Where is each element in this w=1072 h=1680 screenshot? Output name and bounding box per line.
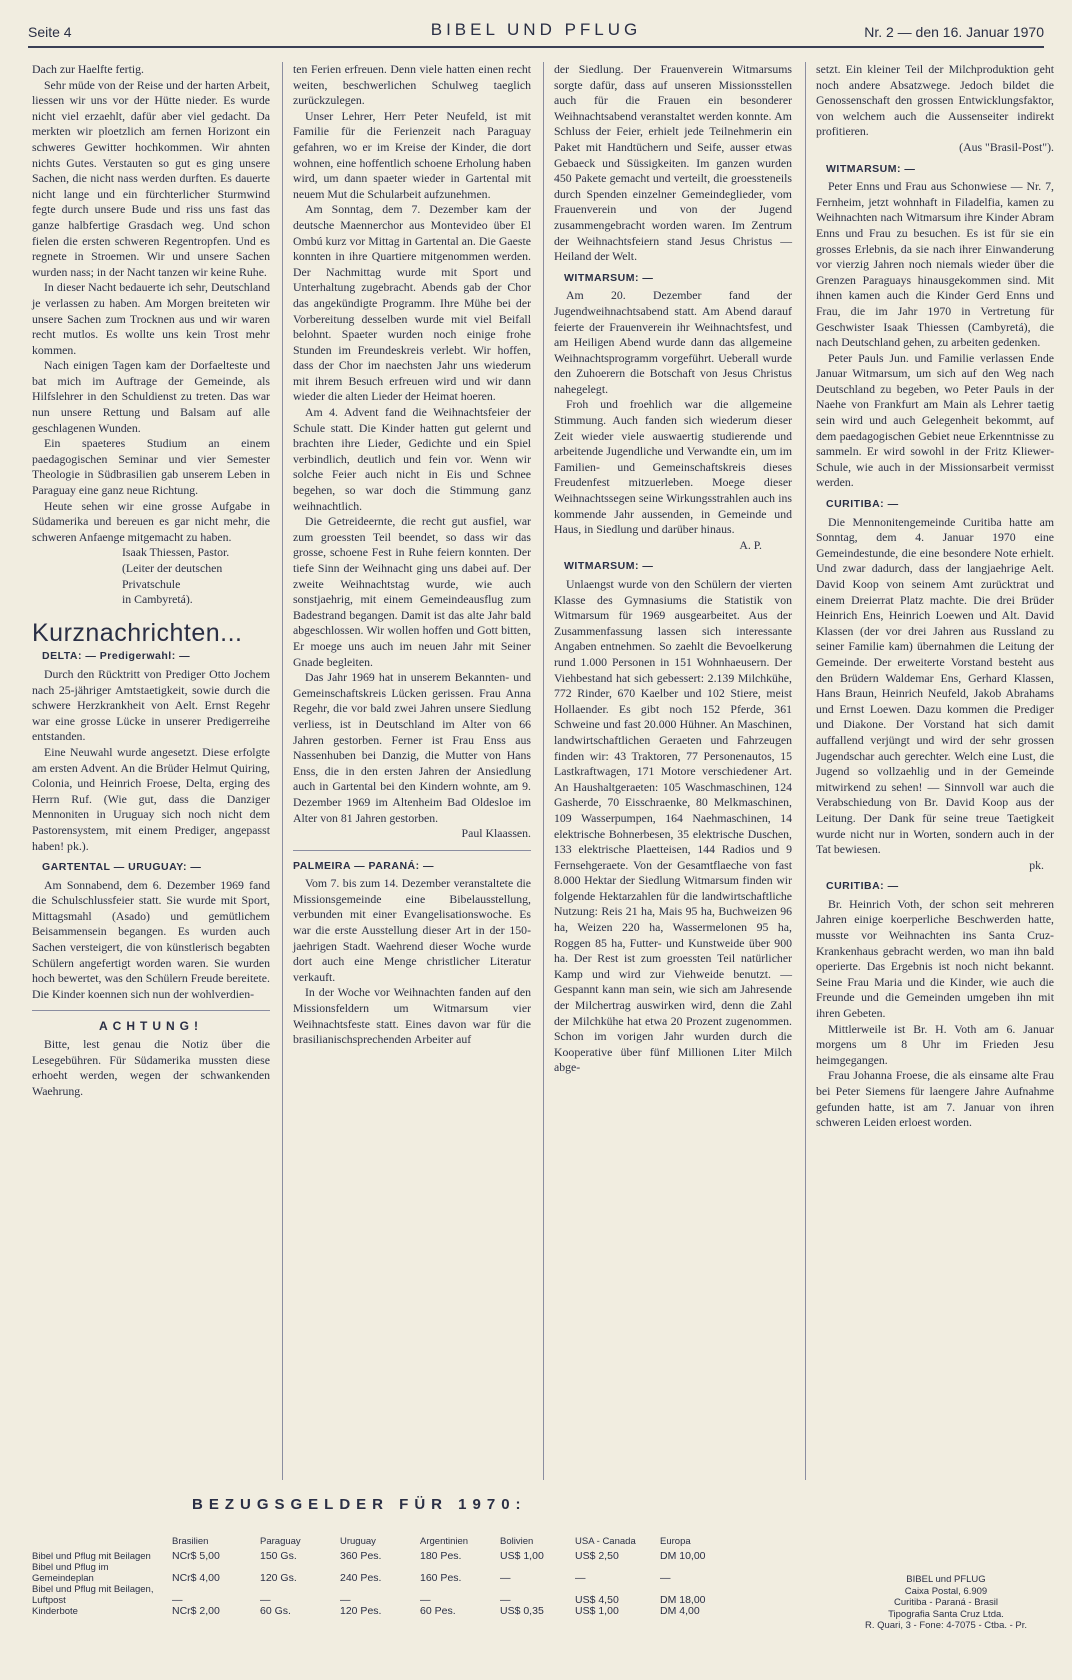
newspaper-title: BIBEL UND PFLUG: [430, 20, 642, 39]
table-row: [32, 1551, 740, 1562]
signature-line: (Leiter der deutschen Privatschule: [122, 561, 223, 591]
paragraph: Bitte, lest genau die Notiz über die Lesegebühren. Für Südamerika mussten diese erhoeht werden, wegen der schwankenden Waehrung.: [32, 1037, 270, 1098]
column-header: USA - Canada: [575, 1536, 636, 1547]
table-cell: 240 Pes.: [340, 1572, 382, 1584]
divider: [293, 850, 531, 851]
subheading-curitiba: CURITIBA: —: [826, 498, 899, 511]
table-cell: —: [660, 1572, 671, 1584]
subheading-witmarsum: WITMARSUM: —: [564, 560, 654, 573]
table-cell: 120 Pes.: [340, 1605, 382, 1617]
table-cell: DM 18,00: [660, 1594, 706, 1606]
row-label: Bibel und Pflug mit Beilagen, Luftpost: [32, 1584, 154, 1606]
table-cell: 60 Gs.: [260, 1605, 291, 1617]
source-line: (Aus "Brasil-Post").: [959, 139, 1054, 154]
publisher-address: [846, 1574, 1046, 1632]
paragraph: Frau Johanna Froese, die als einsame alte Frau bei Peter Siemens für laengere Jahre Aufnahme gefunden hatte, ist am 7. Januar von ihren schweren Leiden erloest worden.: [816, 1068, 1054, 1130]
table-row: [32, 1562, 740, 1584]
paragraph: Dach zur Haelfte fertig.: [32, 62, 145, 76]
paragraph: ten Ferien erfreuen. Denn viele hatten einen recht weiten, beschwerlichen Schulweg taeglich zurückzulegen.: [293, 62, 531, 108]
subheading-palmeira: PALMEIRA — PARANÁ: —: [293, 859, 435, 872]
address-line: Caixa Postal, 6.909: [904, 1585, 988, 1597]
table-cell: NCr$ 2,00: [172, 1605, 220, 1617]
row-label: Bibel und Pflug mit Beilagen: [32, 1551, 151, 1562]
column-1: [32, 62, 270, 1099]
signature-line: in Cambyretá).: [122, 592, 193, 607]
paragraph: Durch den Rücktritt von Prediger Otto Jochem nach 25-jähriger Amtstaetigkeit, sowie durch die schwere Herzkrankheit von Aelt. Ernst Regehr war eine grosse Lücke in unserer Predigerreihe entstanden.: [32, 666, 270, 744]
fees-table: [32, 1536, 740, 1617]
column-header: Argentinien: [420, 1536, 469, 1547]
header-rule: [28, 46, 1044, 48]
paragraph: der Siedlung. Der Frauenverein Witmarsums sorgte dafür, dass auf unseren Missionsstellen auch für die Frauen ein besonderer Weihnachtsabend veranstaltet werden konnte. Am Schluss der Feier, erhielt jede Teilnehmerin ein Paket mit Handtüchern und Seife, ausser etwas Gebaeck und Süssigkeiten. Im ganzen wurden 450 Pakete gemacht und verteilt, die groessteneils durch Spenden einzelner Gemeindeglieder, vom Frauenverein und von der Jugend zusammengebracht worden waren. Im Zentrum der Weihnachtsfeiern stand Jesus Christus — Heiland der Welt.: [554, 62, 792, 264]
column-header: Paraguay: [260, 1536, 301, 1547]
column-divider: [543, 62, 544, 1480]
paragraph: setzt. Ein kleiner Teil der Milchproduktion geht noch andere Absatzwege. Jedoch bildet die Genossenschaft den grossen Entwicklungsfaktor, von welchem auch die Aussenseiter indirekt profitieren.: [816, 62, 1054, 139]
paragraph: Peter Enns und Frau aus Schonwiese — Nr. 7, Fernheim, jetzt wohnhaft in Filadelfia, kamen zu Weihnachten nach Witmarsum ihre Kinder Abram Enns und Frau zu besuchen. Es ist für sie ein grosses Erlebnis, da sie nach ihrer Einwanderung vor vierzig Jahren noch niemals wieder über die Grenzen Paraguays hinausgekommen sind. Mit ihnen kamen auch die Kinder Gerd Enns und Frau, die im Jahr 1970 in Vertretung für Geschwister Isaak Thiessen (Cambyretá), die nach Deutschland gehen, zu arbeiten gedenken.: [816, 179, 1054, 350]
table-cell: NCr$ 5,00: [172, 1550, 220, 1562]
table-cell: 360 Pes.: [340, 1550, 382, 1562]
table-cell: NCr$ 4,00: [172, 1572, 220, 1584]
table-cell: DM 4,00: [660, 1605, 700, 1617]
table-cell: —: [172, 1594, 183, 1606]
paragraph: Die Mennonitengemeinde Curitiba hatte am Sonntag, dem 4. Januar 1970 eine Gemeindestunde, die eine besondere Note erhielt. Und zwar dadurch, dass der langjaehrige Aelt. David Koop von seinem Amt zurücktrat und einem Dreierrat Platz machte. Die drei Brüder Heinrich Ens, Heinrich Loewen und Alt. David Klassen (der vor drei Jahren aus Russland zu seiner Familie kam) übernahmen die Leitung der Gemeinde. Der erweiterte Vorstand besteht aus den Brüdern Waldemar Ens, Gerhard Klassen, Hans Braun, Heinrich Neufeld, Jakob Abrahams und Ernst Loewen. Dazu kommen die Prediger und Diakone. Der Vorstand hat sich damit auffallend verjüngt und wird der sehr grossen Jugendschar auch gerechter. Welch eine Lust, die Jugend so vollzaehlig und in der Gemeinde mitwirkend zu sehen! — Sinnvoll war auch die Verabschiedung von Br. David Koop aus der Leitung. Der Dank für seine treue Taetigkeit wurde nicht nur in Worten, sondern auch in der Tat bewiesen.: [816, 514, 1054, 857]
paragraph: Am Sonntag, dem 7. Dezember kam der deutsche Maennerchor aus Montevideo über El Ombú kurz vor Mittag in Gartental an. Die Gaeste konnten in ihre Quartiere mitgenommen werden. Der Nachmittag wurde mit Sport und Unterhaltung zugebracht. Abends gab der Chor das angekündigte Programm. Ihre Mühe bei der Vorbereitung desselben wurde mit viel Beifall belohnt. Spaeter wurden noch einige frohe Stunden im Freundeskreis verlebt. Wir hoffen, dass der Chor im naechsten Jahr uns wiederum mit ihrem Besuch erfreuen wird und wir dann wieder die alten Lieder der Heimat hoeren.: [293, 202, 531, 404]
paragraph: Am Sonnabend, dem 6. Dezember 1969 fand die Schulschlussfeier statt. Sie wurde mit Sport, Mittagsmahl (Asado) und gemütlichem Beisammensein begangen. Es wurden auch Sachen versteigert, die von künstlerisch begabten Schülern angefertigt worden waren. Sie wurden hoch bewertet, was den Schülern Freude bereitete. Die Kinder koennen sich nun der wohlverdien-: [32, 877, 270, 1001]
address-line: R. Quari, 3 - Fone: 4-7075 - Ctba. - Pr.: [864, 1620, 1028, 1631]
paragraph: Am 20. Dezember fand der Jugendweihnachtsabend statt. Am Abend darauf feierte der Frauenverein ihr Weihnachtsfest, und am Heiligen Abend wurde dann das allgemeine Weihnachtsprogramm vorgeführt. Ueberall wurde den Zuhoerern die Botschaft von Jesus Christus nahegelegt.: [554, 288, 792, 396]
paragraph: Froh und froehlich war die allgemeine Stimmung. Auch fanden sich wiederum dieser Zeit wieder viele auswaertig studierende und arbeitende Jugendliche und Verwandte ein, um im Familien- und Gemeinschaftskreis dieses Freudenfest mitzuerleben. Moege dieser Weihnachtssegen seine Wirkungsstrahlen auch ins kommende Jahr aussenden, in Gemeinde und Haus, in Siedlung und darüber hinaus.: [554, 397, 792, 537]
paragraph: Ein spaeteres Studium an einem paedagogischen Seminar und vier Semester Theologie in Südbrasilien gab unserem Leben in Paraguay eine ganz neue Richtung.: [32, 436, 270, 498]
table-cell: 60 Pes.: [420, 1605, 456, 1617]
address-line: Curitiba - Paraná - Brasil: [893, 1597, 998, 1608]
divider: [32, 1010, 270, 1011]
table-cell: —: [500, 1594, 511, 1606]
paragraph: Heute sehen wir eine grosse Aufgabe in Südamerika und bereuen es gar nicht mehr, die schweren Anfaenge mitgemacht zu haben.: [32, 498, 270, 544]
signature-line: Isaak Thiessen, Pastor.: [122, 545, 230, 560]
table-cell: —: [500, 1572, 511, 1584]
address-line: Tipografia Santa Cruz Ltda.: [888, 1608, 1004, 1620]
paragraph: Eine Neuwahl wurde angesetzt. Diese erfolgte am ersten Advent. An die Brüder Helmut Quiring, Colonia, und Heinrich Froese, Delta, erging des Herrn Ruf. (Wie gut, dass die Danziger Mennoniten in Uruguay sich noch nicht dem Pastorensystem, mit einem Prediger, angepasst haben! pk.).: [32, 744, 270, 853]
signature-line: A. P.: [739, 537, 762, 552]
paragraph: Unser Lehrer, Herr Peter Neufeld, ist mit Familie für die Ferienzeit nach Paraguay gefahren, wo er im Kreise der Kinder, die dort wohnen, eine hoffentlich schoene Erholung haben wird, um dann spaeter wieder in Gartental mit neuem Mut die Schularbeit aufzunehmen.: [293, 108, 531, 201]
table-cell: —: [575, 1572, 586, 1584]
table-cell: 120 Gs.: [260, 1572, 297, 1584]
issue-date: Nr. 2 — den 16. Januar 1970: [864, 24, 1044, 40]
table-cell: —: [340, 1594, 351, 1606]
paragraph: Das Jahr 1969 hat in unserem Bekannten- und Gemeinschaftskreis Lücken gerissen. Frau Anna Regehr, die vor bald zwei Jahren unsere Siedlung verliess, ist in Deutschland im Alter von 66 Jahren gestorben. Ferner ist Frau Enss aus Nassenhuben bei Danzig, die Mutter von Hans Enss, die in den ersten Jahren der Ansiedlung auch in Gartental bei den Kindern wohnte, am 9. Dezember 1969 im Altenheim Bad Oldesloe im Alter von 81 Jahren gestorben.: [293, 670, 531, 825]
table-row: [32, 1606, 740, 1617]
table-cell: 160 Pes.: [420, 1572, 462, 1584]
page-header: [28, 18, 1044, 46]
section-heading: Kurznachrichten...: [32, 618, 243, 647]
table-cell: US$ 1,00: [575, 1605, 619, 1617]
table-cell: 180 Pes.: [420, 1550, 462, 1562]
subheading-witmarsum: WITMARSUM: —: [564, 271, 654, 284]
column-divider: [805, 62, 806, 1480]
table-cell: DM 10,00: [660, 1550, 706, 1562]
paragraph: In der Woche vor Weihnachten fanden auf den Missionsfeldern um Witmarsum vier Weihnachtsfeste statt. Eines davon war für die brasilianischsprechenden Arbeiter auf: [293, 985, 531, 1047]
notice-heading: ACHTUNG!: [99, 1019, 203, 1034]
fees-title: BEZUGSGELDER FÜR 1970:: [192, 1496, 527, 1513]
paragraph: Unlaengst wurde von den Schülern der vierten Klasse des Gymnasiums die Statistik von Witmarsum für 1969 ausgearbeitet. Aus der Zusammenfassung lassen sich interessante Angaben entnehmen. So zaehlt die Bevoelkerung rund 1.000 Personen in 151 Wohnhaeusern. Der Viehbestand hat sich gebessert: 2.139 Milchkühe, 772 Rinder, 670 Kaelber und 102 Stiere, meist Hollaender. Es gibt noch 152 Pferde, 361 Schweine und fast 20.000 Hühner. An Maschinen, landwirtschaftlichen Geraeten und Fahrzeugen finden wir: 43 Traktoren, 77 Personenautos, 15 Lastkraftwagen, 171 Motore verschiedener Art. An Haushaltgeraeten: 105 Waschmaschinen, 124 Gasherde, 70 Eisschraenke, 80 Melkmaschinen, 109 Wasserpumpen, 164 Naehmaschinen, 14 elektrische Bohnerbesen, 35 elektrische Duschen, 133 elektrische Plaetteisen, 144 Radios und 9 Fernsehgeraete. Von der Gesamtflaeche von fast 8.000 Hektar der Siedlung Witmarsum finden wir folgende Hektarzahlen für die landwirtschaftliche Nutzung: Reis 21 ha, Mais 95 ha, Buchweizen 96 ha, Weizen 220 ha, Wassermelonen 95 ha, Roggen 85 ha, Futter- und Kunstweide über 900 ha. Der Rest ist zum groessten Teil natürlicher Kamp und wird zur Viehweide benutzt. — Gespannt kann man sein, wie sich am Jahresende der Milchertrag auswirken wird, denn die Zahl der Milchkühe hat etwa 20 Prozent zugenommen. Schon im vorigen Jahr wurden durch die Kooperative über fünf Millionen Liter Milch abge-: [554, 577, 792, 1075]
table-cell: 150 Gs.: [260, 1550, 297, 1562]
subheading-witmarsum: WITMARSUM: —: [826, 162, 916, 175]
paragraph: Am 4. Advent fand die Weihnachtsfeier der Schule statt. Die Kinder hatten gut gelernt und brachten ihre Lieder, Gedichte und ein Spiel verbindlich, deutlich und fein vor. Wenn wir solche Feier auch nicht in Eis und Schnee begehen, so war doch die Stimmung ganz weihnachtlich.: [293, 405, 531, 513]
paragraph: Sehr müde von der Reise und der harten Arbeit, liessen wir uns vor der Hütte nieder. Es wurde nicht viel erzaehlt, dafür aber viel gedacht. Da merkten wir ploetzlich am fernen Horizont ein schweres Gewitter hochkommen. Wir ahnten nichts Gutes. Verstauten so gut es ging unsere Sachen, die nicht nass werden durften. Es dauerte nicht lange und ein fürchterlicher Sturmwind fegte durch unsere Bude und riss uns fast das ganze halbfertige Grasdach weg. Und schon fielen die ersten schweren Regentropfen. Und es regnete in Stroemen. Wir und unsere Sachen wurden nass; in der Nacht tanzen wir keine Ruhe.: [32, 77, 270, 279]
table-row: [32, 1584, 740, 1606]
paragraph: Vom 7. bis zum 14. Dezember veranstaltete die Missionsgemeinde eine Bibelausstellung, verbunden mit einer Evangelisationswoche. Es war die erste Ausstellung dieser Art in der 150-jaehrigen Stadt. Waehrend dieser Woche wurde dort auch eine Menge christlicher Literatur verkauft.: [293, 876, 531, 984]
column-header: Europa: [660, 1536, 691, 1547]
column-4: [816, 62, 1054, 1131]
subheading-gartental: GARTENTAL — URUGUAY: —: [42, 861, 202, 874]
table-cell: —: [420, 1594, 431, 1606]
column-3: [554, 62, 792, 1076]
column-header: Uruguay: [340, 1536, 376, 1547]
paragraph: Die Getreideernte, die recht gut ausfiel, war zum groessten Teil beendet, so dass wir das grosse, schoene Fest in Ruhe feiern konnten. Der tiefe Sinn der Weihnacht ging uns dabei auf. Der zweite Weihnachtstag wurde, wie auch sonstjaehrig, mit einem Gemeindeausflug zum Badestrand begangen. Damit ist das alte Jahr bald abgeschlossen. Wir wollen hoffen und Gott bitten, Er moege uns auch im neuen Jahr mit Seiner Gnade begleiten.: [293, 514, 531, 669]
table-cell: US$ 2,50: [575, 1550, 619, 1562]
column-header: Brasilien: [172, 1536, 209, 1547]
subheading-delta: DELTA: — Predigerwahl: —: [42, 650, 191, 663]
paragraph: Peter Pauls Jun. und Familie verlassen Ende Januar Witmarsum, um sich auf den Weg nach Deutschland zu begeben, wo Peter Pauls in der Naehe von Frankfurt am Main als Lehrer taetig sein wird und auch Gelegenheit bekommt, auf dem paedagogischen Gebiet neue Erkenntnisse zu sammeln. Er wird sowohl in der Fritz Kliewer-Schule, wie auch in der Missionsarbeit vermisst werden.: [816, 350, 1054, 490]
signature-line: Paul Klaassen.: [461, 826, 531, 841]
page-number: Seite 4: [28, 24, 72, 40]
table-header-row: [32, 1536, 740, 1551]
column-divider: [282, 62, 283, 1480]
column-2: [293, 62, 531, 1048]
paragraph: Mittlerweile ist Br. H. Voth am 6. Januar morgens um 8 Uhr im Frieden Jesu heimgegangen.: [816, 1021, 1054, 1067]
paragraph: Nach einigen Tagen kam der Dorfaelteste und bat mich im Auftrage der Gemeinde, als Hilfslehrer in den Schuldienst zu treten. Das war nun unsere Rettung und Balsam auf alle geschlagenen Wunden.: [32, 358, 270, 435]
table-cell: US$ 0,35: [500, 1605, 544, 1617]
address-line: BIBEL und PFLUG: [906, 1574, 986, 1585]
table-cell: —: [260, 1594, 271, 1606]
table-cell: US$ 4,50: [575, 1594, 619, 1606]
paragraph: Br. Heinrich Voth, der schon seit mehreren Jahren einige koerperliche Beschwerden hatte, musste vor Weihnachten ins Santa Cruz-Krankenhaus gebracht werden, wo man ihn bald operierte. Das Ergebnis ist noch nicht bekannt. Seine Frau Maria und die Kinder, wie auch die Freunde und die Gemeinden umgeben ihn mit ihren Gebeten.: [816, 896, 1054, 1021]
row-label: Bibel und Pflug im Gemeindeplan: [32, 1562, 109, 1584]
subheading-curitiba: CURITIBA: —: [826, 880, 899, 893]
row-label: Kinderbote: [32, 1606, 78, 1617]
column-header: Bolivien: [500, 1536, 534, 1547]
signature-line: pk.: [1029, 857, 1044, 872]
table-cell: US$ 1,00: [500, 1550, 544, 1562]
paragraph: In dieser Nacht bedauerte ich sehr, Deutschland je verlassen zu haben. Am Morgen breiteten wir unsere Sachen zum Trocknen aus und wir waren recht mutlos. Es wollte uns kein Trost mehr kommen.: [32, 280, 270, 357]
